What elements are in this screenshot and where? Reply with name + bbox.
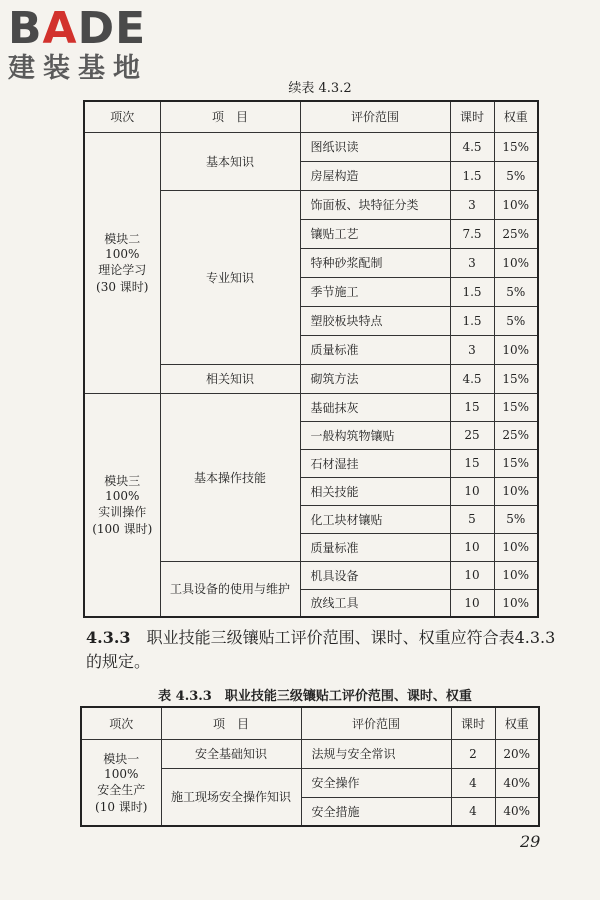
- weight-cell: 15%: [494, 364, 538, 393]
- hours-cell: 3: [450, 190, 494, 219]
- logo-letters-de: DE: [77, 3, 147, 54]
- hours-cell: 25: [450, 421, 494, 449]
- weight-cell: 10%: [494, 335, 538, 364]
- hours-cell: 15: [450, 449, 494, 477]
- module-hours: (100 课时): [92, 522, 153, 537]
- weight-cell: 25%: [494, 219, 538, 248]
- header-item-no: 项次: [84, 101, 160, 132]
- range-cell: 化工块材镶贴: [300, 505, 450, 533]
- group-cell: 相关知识: [160, 364, 300, 393]
- hours-cell: 3: [450, 335, 494, 364]
- header-project: 项 目: [161, 707, 301, 739]
- range-cell: 放线工具: [300, 589, 450, 617]
- clause-paragraph: [86, 626, 566, 674]
- hours-cell: 4.5: [450, 132, 494, 161]
- range-cell: 质量标准: [300, 533, 450, 561]
- weight-cell: 20%: [495, 739, 539, 768]
- weight-cell: 15%: [494, 449, 538, 477]
- clause-number: 4.3.3: [86, 628, 131, 647]
- hours-cell: 15: [450, 393, 494, 421]
- range-cell: 特种砂浆配制: [300, 248, 450, 277]
- module-cell: [84, 393, 160, 617]
- hours-cell: 10: [450, 561, 494, 589]
- module-hours: (10 课时): [95, 799, 148, 814]
- logo-subtitle: 建装基地: [8, 53, 148, 84]
- logo-wordmark: [8, 3, 148, 54]
- module-type: 实训操作: [98, 505, 147, 520]
- weight-cell: 15%: [494, 132, 538, 161]
- module-type: 安全生产: [97, 782, 146, 797]
- module-type: 理论学习: [98, 263, 147, 277]
- logo-letter-b: B: [8, 3, 43, 54]
- module-hours: (30 课时): [96, 280, 149, 294]
- weight-cell: 25%: [494, 421, 538, 449]
- range-cell: 基础抹灰: [300, 393, 450, 421]
- table-header-row: [84, 101, 538, 132]
- weight-cell: 10%: [494, 589, 538, 617]
- weight-cell: 10%: [494, 561, 538, 589]
- weight-cell: 15%: [494, 393, 538, 421]
- weight-cell: 5%: [494, 505, 538, 533]
- module-name: 模块三 100%: [104, 474, 141, 504]
- header-weight: 权重: [494, 101, 538, 132]
- module-cell: [81, 739, 161, 826]
- group-cell: 施工现场安全操作知识: [161, 768, 301, 826]
- range-cell: 图纸识读: [300, 132, 450, 161]
- range-cell: 石材湿挂: [300, 449, 450, 477]
- clause-text: 职业技能三级镶贴工评价范围、课时、权重应符合表4.3.3的规定。: [86, 628, 556, 671]
- header-hours: 课时: [450, 101, 494, 132]
- header-range: 评价范围: [301, 707, 451, 739]
- header-weight: 权重: [495, 707, 539, 739]
- header-hours: 课时: [451, 707, 495, 739]
- evaluation-table-4-3-3: [80, 706, 540, 827]
- range-cell: 砌筑方法: [300, 364, 450, 393]
- hours-cell: 1.5: [450, 277, 494, 306]
- range-cell: 镶贴工艺: [300, 219, 450, 248]
- table-row: [81, 739, 539, 768]
- range-cell: 房屋构造: [300, 161, 450, 190]
- hours-cell: 10: [450, 477, 494, 505]
- hours-cell: 4: [451, 797, 495, 826]
- group-cell: 安全基础知识: [161, 739, 301, 768]
- table1-caption: 续表 4.3.2: [288, 81, 352, 96]
- table-header-row: [81, 707, 539, 739]
- hours-cell: 7.5: [450, 219, 494, 248]
- group-cell: 基本操作技能: [160, 393, 300, 561]
- table-row: [84, 132, 538, 161]
- module-name: 模块一 100%: [103, 751, 140, 781]
- weight-cell: 10%: [494, 477, 538, 505]
- hours-cell: 4: [451, 768, 495, 797]
- weight-cell: 10%: [494, 533, 538, 561]
- range-cell: 法规与安全常识: [301, 739, 451, 768]
- evaluation-table-continued: [83, 100, 539, 618]
- hours-cell: 1.5: [450, 161, 494, 190]
- range-cell: 质量标准: [300, 335, 450, 364]
- hours-cell: 4.5: [450, 364, 494, 393]
- range-cell: 安全操作: [301, 768, 451, 797]
- range-cell: 季节施工: [300, 277, 450, 306]
- group-cell: 基本知识: [160, 132, 300, 190]
- hours-cell: 1.5: [450, 306, 494, 335]
- range-cell: 机具设备: [300, 561, 450, 589]
- header-project: 项 目: [160, 101, 300, 132]
- logo-letter-a: A: [42, 3, 78, 54]
- range-cell: 相关技能: [300, 477, 450, 505]
- table2-caption: 表 4.3.3 职业技能三级镶贴工评价范围、课时、权重: [158, 689, 472, 704]
- hours-cell: 3: [450, 248, 494, 277]
- weight-cell: 10%: [494, 248, 538, 277]
- logo: [8, 3, 148, 86]
- group-cell: 工具设备的使用与维护: [160, 561, 300, 617]
- range-cell: 塑胶板块特点: [300, 306, 450, 335]
- range-cell: 安全措施: [301, 797, 451, 826]
- weight-cell: 5%: [494, 306, 538, 335]
- module-name: 模块二 100%: [104, 232, 141, 261]
- page-number: 29: [520, 832, 541, 851]
- range-cell: 一般构筑物镶贴: [300, 421, 450, 449]
- group-cell: 专业知识: [160, 190, 300, 364]
- hours-cell: 10: [450, 533, 494, 561]
- weight-cell: 40%: [495, 768, 539, 797]
- hours-cell: 10: [450, 589, 494, 617]
- table-row: [84, 393, 538, 421]
- header-item-no: 项次: [81, 707, 161, 739]
- weight-cell: 5%: [494, 277, 538, 306]
- module-cell: [84, 132, 160, 393]
- header-range: 评价范围: [300, 101, 450, 132]
- hours-cell: 5: [450, 505, 494, 533]
- weight-cell: 5%: [494, 161, 538, 190]
- weight-cell: 40%: [495, 797, 539, 826]
- range-cell: 饰面板、块特征分类: [300, 190, 450, 219]
- hours-cell: 2: [451, 739, 495, 768]
- weight-cell: 10%: [494, 190, 538, 219]
